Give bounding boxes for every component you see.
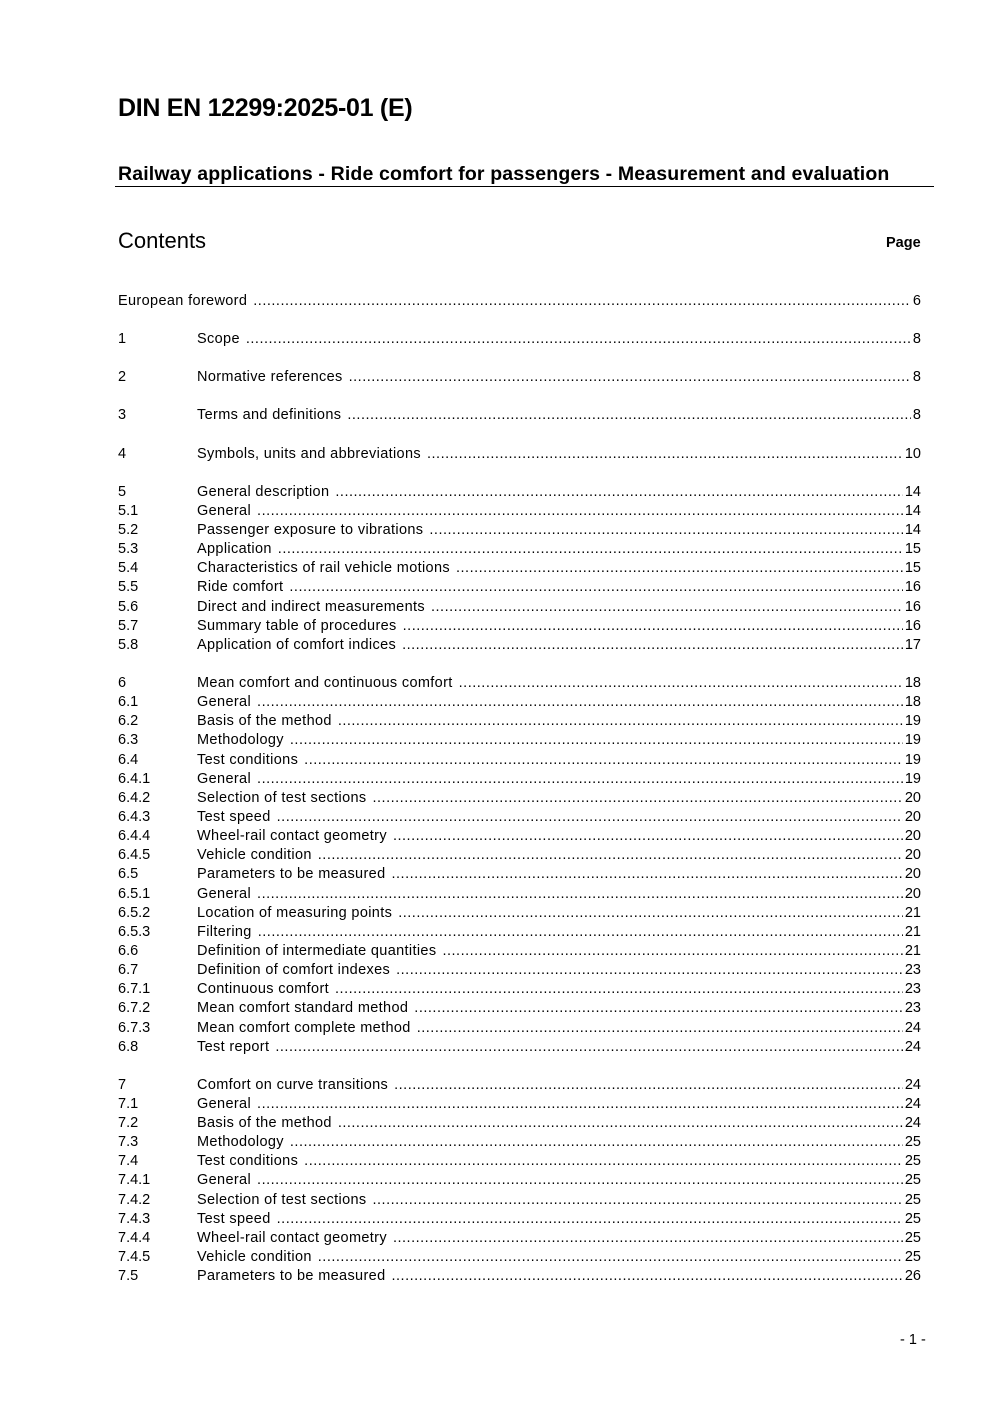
toc-dot-leader bbox=[417, 1019, 903, 1038]
toc-entry-number: 6.1 bbox=[118, 694, 139, 711]
toc-dot-leader bbox=[431, 598, 903, 617]
toc-entry-title: Definition of intermediate quantities bbox=[197, 942, 437, 959]
toc-entry-number: 2 bbox=[118, 369, 127, 386]
toc-entry[interactable] bbox=[118, 502, 921, 521]
toc-dot-leader bbox=[257, 1095, 903, 1114]
toc-entry-page: 23 bbox=[904, 962, 921, 979]
table-of-contents bbox=[118, 292, 921, 1286]
toc-entry-page: 19 bbox=[904, 751, 921, 768]
toc-entry[interactable] bbox=[118, 1019, 921, 1038]
toc-entry-number: 6.4.1 bbox=[118, 770, 151, 787]
toc-dot-leader bbox=[442, 942, 902, 961]
toc-entry-number: 5.1 bbox=[118, 502, 139, 519]
toc-entry-title: General bbox=[197, 885, 252, 902]
toc-entry-title: Methodology bbox=[197, 732, 284, 749]
toc-entry[interactable] bbox=[118, 808, 921, 827]
toc-entry-number: 7.1 bbox=[118, 1095, 139, 1112]
toc-dot-leader bbox=[290, 1133, 903, 1152]
toc-entry[interactable] bbox=[118, 693, 921, 712]
toc-entry[interactable] bbox=[118, 578, 921, 597]
toc-entry-number: 7.4 bbox=[118, 1153, 139, 1170]
toc-entry-title: Scope bbox=[197, 331, 240, 348]
toc-entry-page: 15 bbox=[904, 560, 921, 577]
toc-dot-leader bbox=[403, 617, 903, 636]
toc-entry-number: 5.2 bbox=[118, 521, 139, 538]
toc-entry-number: 5.5 bbox=[118, 579, 139, 596]
toc-entry-page: 20 bbox=[904, 885, 921, 902]
toc-entry-title: Definition of comfort indexes bbox=[197, 962, 391, 979]
toc-dot-leader bbox=[391, 865, 902, 884]
toc-entry[interactable] bbox=[118, 1152, 921, 1171]
toc-entry-number: 6.5.1 bbox=[118, 885, 151, 902]
toc-dot-leader bbox=[257, 502, 903, 521]
toc-entry[interactable] bbox=[118, 1095, 921, 1114]
toc-entry[interactable] bbox=[118, 712, 921, 731]
footer-page-number: - 1 - bbox=[900, 1332, 926, 1348]
toc-entry-number: 5.8 bbox=[118, 636, 139, 653]
toc-entry-page: 21 bbox=[904, 923, 921, 940]
toc-entry-page: 25 bbox=[904, 1229, 921, 1246]
toc-dot-leader bbox=[394, 1076, 903, 1095]
toc-dot-leader bbox=[402, 636, 903, 655]
toc-entry-number: 5.4 bbox=[118, 560, 139, 577]
toc-entry-title: Test speed bbox=[197, 1210, 271, 1227]
toc-entry-page: 20 bbox=[904, 866, 921, 883]
toc-entry-title: Wheel-rail contact geometry bbox=[197, 1229, 387, 1246]
page-column-label: Page bbox=[886, 235, 921, 251]
toc-entry-title: Filtering bbox=[197, 923, 252, 940]
title-divider bbox=[115, 186, 934, 187]
toc-entry[interactable] bbox=[118, 1210, 921, 1229]
toc-entry[interactable] bbox=[118, 617, 921, 636]
toc-dot-leader bbox=[427, 445, 903, 464]
toc-dot-leader bbox=[278, 540, 903, 559]
toc-dot-leader bbox=[257, 770, 903, 789]
toc-entry-page: 24 bbox=[904, 1038, 921, 1055]
toc-dot-leader bbox=[318, 1248, 903, 1267]
toc-dot-leader bbox=[398, 904, 903, 923]
toc-dot-leader bbox=[414, 999, 903, 1018]
document-subtitle: Railway applications - Ride comfort for passengers - Measurement and evaluation bbox=[118, 163, 890, 185]
toc-entry-title: Normative references bbox=[197, 369, 343, 386]
toc-entry-page: 24 bbox=[904, 1019, 921, 1036]
toc-entry-page: 20 bbox=[904, 828, 921, 845]
toc-entry-page: 20 bbox=[904, 789, 921, 806]
toc-entry[interactable] bbox=[118, 368, 921, 387]
toc-entry-title: Selection of test sections bbox=[197, 1191, 367, 1208]
toc-entry[interactable] bbox=[118, 598, 921, 617]
toc-entry-page: 6 bbox=[912, 293, 921, 309]
toc-entry-page: 25 bbox=[904, 1172, 921, 1189]
toc-entry-page: 14 bbox=[904, 502, 921, 519]
toc-entry[interactable] bbox=[118, 292, 921, 311]
toc-entry-title: Test conditions bbox=[197, 751, 299, 768]
toc-entry-number: 7.4.1 bbox=[118, 1172, 151, 1189]
toc-entry-page: 18 bbox=[904, 674, 921, 691]
toc-entry-number: 7.2 bbox=[118, 1115, 139, 1132]
toc-entry-page: 8 bbox=[912, 331, 921, 348]
toc-entry-page: 16 bbox=[904, 598, 921, 615]
toc-entry[interactable] bbox=[118, 923, 921, 942]
toc-entry[interactable] bbox=[118, 445, 921, 464]
toc-entry[interactable] bbox=[118, 789, 921, 808]
toc-entry-number: 3 bbox=[118, 407, 127, 424]
toc-entry-number: 5.7 bbox=[118, 617, 139, 634]
toc-entry[interactable] bbox=[118, 827, 921, 846]
toc-dot-leader bbox=[393, 1229, 903, 1248]
toc-entry-number: 6.7.3 bbox=[118, 1019, 151, 1036]
toc-entry-title: General bbox=[197, 502, 252, 519]
toc-entry[interactable] bbox=[118, 1171, 921, 1190]
toc-entry-number: 6.5 bbox=[118, 866, 139, 883]
toc-entry-page: 25 bbox=[904, 1134, 921, 1151]
toc-entry-title: General bbox=[197, 694, 252, 711]
toc-entry-title: Test speed bbox=[197, 808, 271, 825]
toc-dot-leader bbox=[373, 1191, 903, 1210]
toc-dot-leader bbox=[257, 693, 903, 712]
toc-entry[interactable] bbox=[118, 942, 921, 961]
toc-entry-number: 4 bbox=[118, 445, 127, 462]
toc-entry-page: 20 bbox=[904, 847, 921, 864]
toc-entry[interactable] bbox=[118, 1114, 921, 1133]
toc-entry-page: 18 bbox=[904, 694, 921, 711]
toc-entry-title: Continuous comfort bbox=[197, 981, 330, 998]
toc-dot-leader bbox=[246, 330, 911, 349]
toc-dot-leader bbox=[277, 1210, 903, 1229]
toc-entry-title: Vehicle condition bbox=[197, 847, 312, 864]
toc-entry-number: 6.4.4 bbox=[118, 828, 151, 845]
toc-entry-page: 21 bbox=[904, 942, 921, 959]
toc-dot-leader bbox=[318, 846, 903, 865]
toc-entry-title: Parameters to be measured bbox=[197, 866, 386, 883]
toc-entry-page: 16 bbox=[904, 579, 921, 596]
toc-entry-number: 7 bbox=[118, 1076, 127, 1093]
toc-entry-title: Test conditions bbox=[197, 1153, 299, 1170]
toc-entry[interactable] bbox=[118, 904, 921, 923]
toc-entry[interactable] bbox=[118, 1076, 921, 1095]
toc-entry-title: Wheel-rail contact geometry bbox=[197, 828, 387, 845]
toc-entry-title: Symbols, units and abbreviations bbox=[197, 445, 421, 462]
toc-entry-title: Vehicle condition bbox=[197, 1249, 312, 1266]
toc-entry[interactable] bbox=[118, 406, 921, 425]
toc-entry-number: 6.3 bbox=[118, 732, 139, 749]
toc-entry-number: 7.4.2 bbox=[118, 1191, 151, 1208]
toc-entry-page: 25 bbox=[904, 1249, 921, 1266]
toc-entry[interactable] bbox=[118, 1229, 921, 1248]
toc-dot-leader bbox=[275, 1038, 903, 1057]
toc-entry[interactable] bbox=[118, 1248, 921, 1267]
toc-entry-title: Basis of the method bbox=[197, 1115, 332, 1132]
toc-entry[interactable] bbox=[118, 980, 921, 999]
toc-dot-leader bbox=[258, 923, 903, 942]
toc-entry[interactable] bbox=[118, 999, 921, 1018]
toc-entry-title: Summary table of procedures bbox=[197, 617, 397, 634]
toc-entry-number: 6.4 bbox=[118, 751, 139, 768]
toc-entry-number: 6.6 bbox=[118, 942, 139, 959]
toc-dot-leader bbox=[391, 1267, 902, 1286]
toc-entry[interactable] bbox=[118, 751, 921, 770]
toc-entry[interactable] bbox=[118, 731, 921, 750]
toc-dot-leader bbox=[429, 521, 902, 540]
toc-entry-number: 5.6 bbox=[118, 598, 139, 615]
toc-entry[interactable] bbox=[118, 1267, 921, 1286]
toc-dot-leader bbox=[289, 578, 902, 597]
toc-entry-page: 15 bbox=[904, 541, 921, 558]
toc-entry-number: 7.4.5 bbox=[118, 1249, 151, 1266]
toc-entry-page: 25 bbox=[904, 1210, 921, 1227]
toc-dot-leader bbox=[338, 1114, 903, 1133]
toc-entry-number: 5.3 bbox=[118, 541, 139, 558]
toc-entry[interactable] bbox=[118, 559, 921, 578]
toc-entry[interactable] bbox=[118, 540, 921, 559]
toc-entry-page: 24 bbox=[904, 1076, 921, 1093]
toc-entry-number: 6.5.3 bbox=[118, 923, 151, 940]
toc-entry-number: 6.4.2 bbox=[118, 789, 151, 806]
toc-dot-leader bbox=[304, 1152, 903, 1171]
contents-heading: Contents bbox=[118, 228, 207, 253]
toc-entry-title: Mean comfort and continuous comfort bbox=[197, 674, 453, 691]
toc-entry-title: Location of measuring points bbox=[197, 904, 393, 921]
toc-entry[interactable] bbox=[118, 330, 921, 349]
toc-dot-leader bbox=[253, 292, 911, 311]
toc-entry-number: 7.4.3 bbox=[118, 1210, 151, 1227]
toc-entry-number: 6.7 bbox=[118, 962, 139, 979]
toc-entry-title: Parameters to be measured bbox=[197, 1268, 386, 1285]
toc-entry-title: General description bbox=[197, 483, 330, 500]
toc-entry-title: Methodology bbox=[197, 1134, 284, 1151]
toc-dot-leader bbox=[456, 559, 903, 578]
toc-entry[interactable] bbox=[118, 483, 921, 502]
toc-entry-title: Selection of test sections bbox=[197, 789, 367, 806]
toc-entry-number: 6 bbox=[118, 674, 127, 691]
toc-entry-page: 23 bbox=[904, 1000, 921, 1017]
toc-entry-title: Application of comfort indices bbox=[197, 636, 397, 653]
toc-entry-number: 6.4.5 bbox=[118, 847, 151, 864]
toc-entry-number: 7.5 bbox=[118, 1268, 139, 1285]
toc-entry[interactable] bbox=[118, 1038, 921, 1057]
toc-entry-page: 10 bbox=[904, 445, 921, 462]
toc-entry-page: 19 bbox=[904, 713, 921, 730]
toc-dot-leader bbox=[257, 885, 903, 904]
toc-entry[interactable] bbox=[118, 961, 921, 980]
toc-dot-leader bbox=[393, 827, 903, 846]
toc-entry-title: Test report bbox=[197, 1038, 270, 1055]
toc-dot-leader bbox=[257, 1171, 903, 1190]
toc-dot-leader bbox=[373, 789, 903, 808]
toc-entry-page: 14 bbox=[904, 521, 921, 538]
toc-entry-title: European foreword bbox=[118, 293, 248, 309]
toc-entry[interactable] bbox=[118, 1191, 921, 1210]
toc-dot-leader bbox=[338, 712, 903, 731]
toc-dot-leader bbox=[290, 731, 903, 750]
toc-entry[interactable] bbox=[118, 674, 921, 693]
toc-dot-leader bbox=[349, 368, 911, 387]
toc-entry-page: 25 bbox=[904, 1191, 921, 1208]
toc-entry-title: Ride comfort bbox=[197, 579, 284, 596]
toc-entry-number: 7.3 bbox=[118, 1134, 139, 1151]
toc-entry[interactable] bbox=[118, 636, 921, 655]
toc-entry-title: Basis of the method bbox=[197, 713, 332, 730]
toc-dot-leader bbox=[304, 751, 903, 770]
toc-dot-leader bbox=[277, 808, 903, 827]
toc-entry-title: Terms and definitions bbox=[197, 407, 342, 424]
toc-entry[interactable] bbox=[118, 885, 921, 904]
toc-entry-number: 6.8 bbox=[118, 1038, 139, 1055]
toc-dot-leader bbox=[459, 674, 903, 693]
toc-entry-number: 6.7.2 bbox=[118, 1000, 151, 1017]
toc-entry-page: 19 bbox=[904, 770, 921, 787]
toc-entry[interactable] bbox=[118, 846, 921, 865]
toc-entry-page: 8 bbox=[912, 369, 921, 386]
toc-entry-page: 21 bbox=[904, 904, 921, 921]
toc-entry-title: General bbox=[197, 1172, 252, 1189]
toc-entry-page: 24 bbox=[904, 1115, 921, 1132]
toc-dot-leader bbox=[335, 483, 902, 502]
toc-entry[interactable] bbox=[118, 1133, 921, 1152]
toc-entry-title: Application bbox=[197, 541, 272, 558]
toc-entry-title: Comfort on curve transitions bbox=[197, 1076, 389, 1093]
toc-entry-number: 6.4.3 bbox=[118, 808, 151, 825]
toc-entry-title: Mean comfort complete method bbox=[197, 1019, 411, 1036]
toc-entry-title: Direct and indirect measurements bbox=[197, 598, 425, 615]
toc-entry-number: 7.4.4 bbox=[118, 1229, 151, 1246]
toc-dot-leader bbox=[396, 961, 903, 980]
toc-entry-page: 25 bbox=[904, 1153, 921, 1170]
toc-entry-page: 24 bbox=[904, 1095, 921, 1112]
toc-entry-page: 20 bbox=[904, 808, 921, 825]
toc-entry-number: 5 bbox=[118, 483, 127, 500]
toc-entry[interactable] bbox=[118, 770, 921, 789]
document-title: DIN EN 12299:2025-01 (E) bbox=[118, 94, 413, 122]
toc-entry-number: 1 bbox=[118, 331, 127, 348]
toc-entry-page: 23 bbox=[904, 981, 921, 998]
toc-entry-title: General bbox=[197, 770, 252, 787]
toc-entry-page: 16 bbox=[904, 617, 921, 634]
toc-entry-number: 6.2 bbox=[118, 713, 139, 730]
toc-entry-page: 19 bbox=[904, 732, 921, 749]
toc-entry[interactable] bbox=[118, 865, 921, 884]
toc-entry[interactable] bbox=[118, 521, 921, 540]
toc-entry-page: 14 bbox=[904, 483, 921, 500]
toc-entry-number: 6.7.1 bbox=[118, 981, 151, 998]
toc-entry-title: Mean comfort standard method bbox=[197, 1000, 409, 1017]
toc-entry-title: Passenger exposure to vibrations bbox=[197, 521, 424, 538]
toc-dot-leader bbox=[335, 980, 903, 999]
toc-entry-page: 17 bbox=[904, 636, 921, 653]
toc-entry-page: 26 bbox=[904, 1268, 921, 1285]
toc-dot-leader bbox=[347, 406, 911, 425]
toc-entry-page: 8 bbox=[912, 407, 921, 424]
toc-entry-title: Characteristics of rail vehicle motions bbox=[197, 560, 450, 577]
toc-entry-number: 6.5.2 bbox=[118, 904, 151, 921]
toc-entry-title: General bbox=[197, 1095, 252, 1112]
